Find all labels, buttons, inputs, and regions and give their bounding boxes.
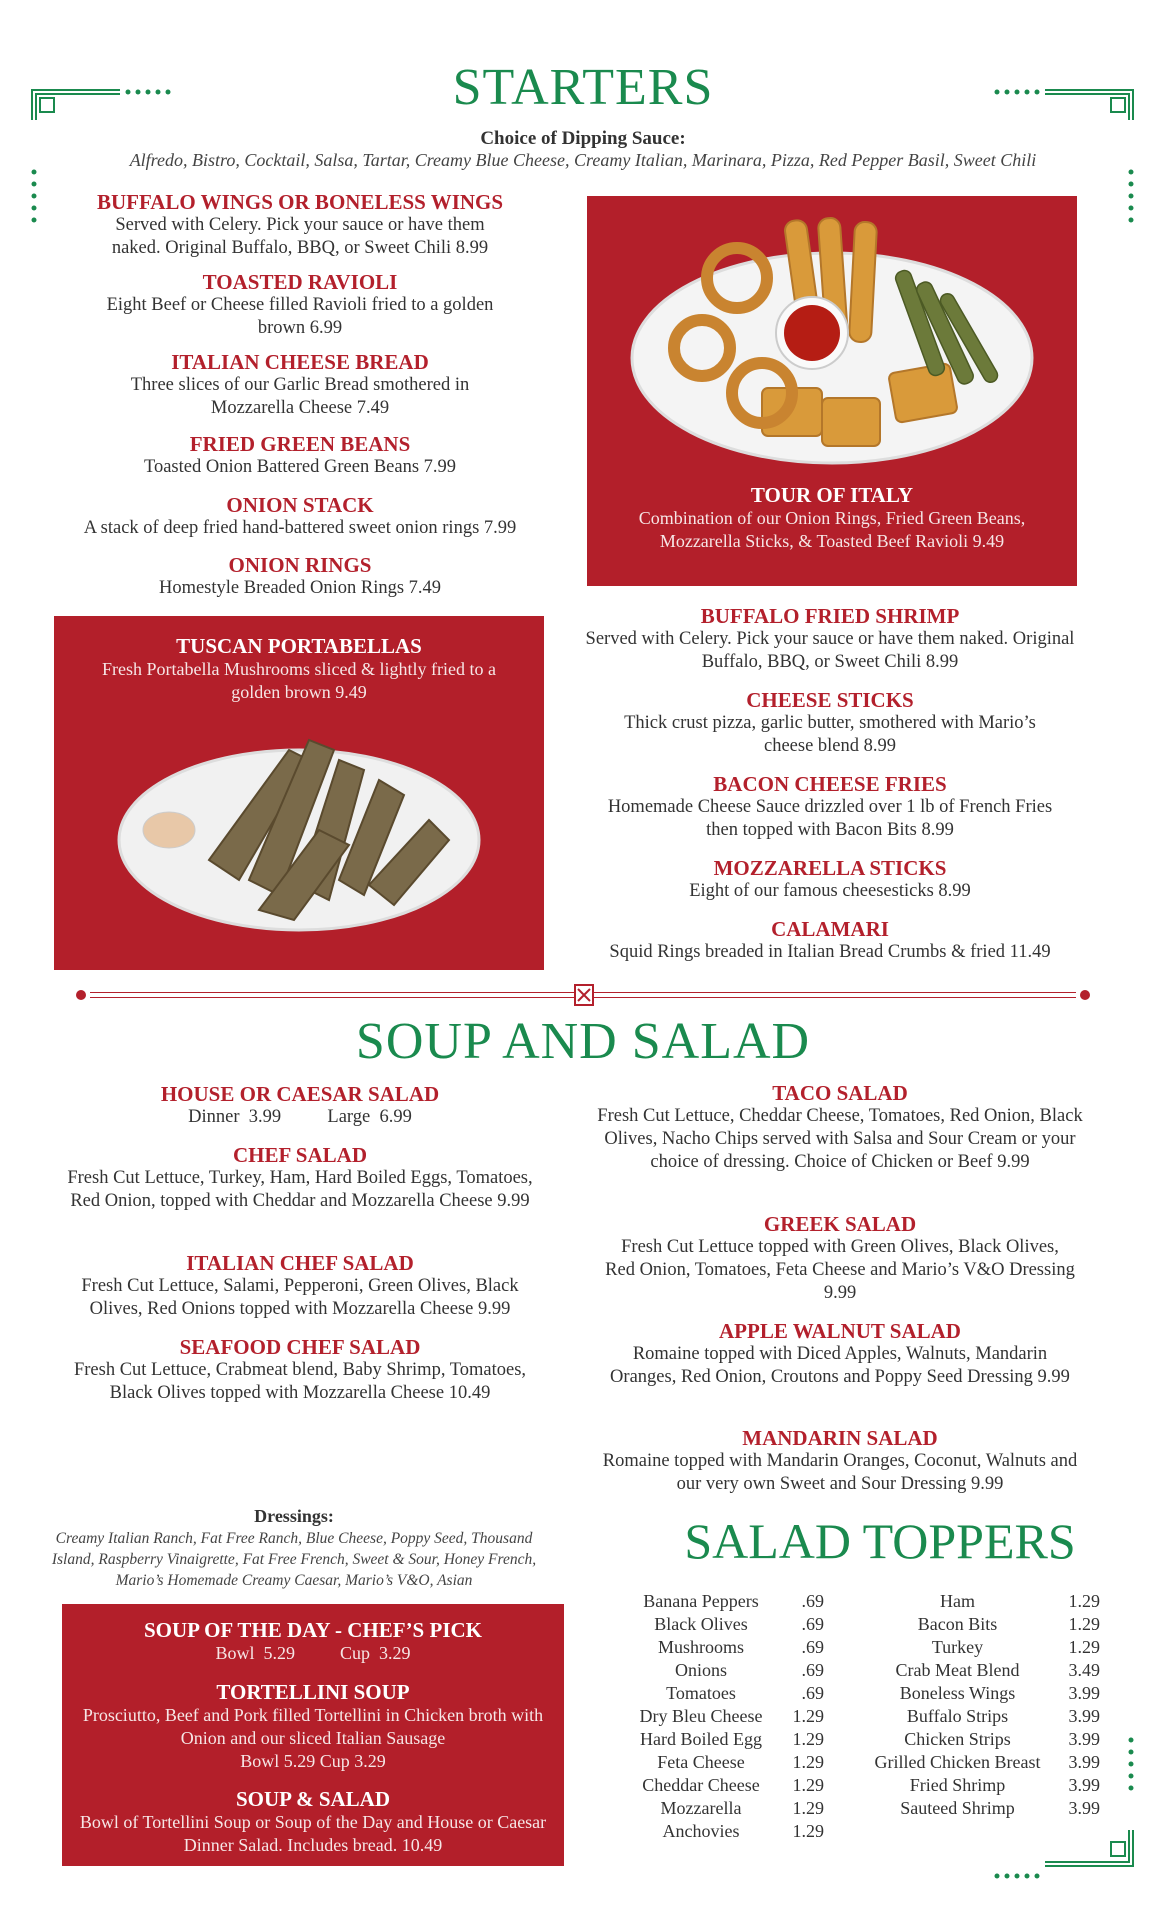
tuscan-portabellas-panel	[54, 616, 544, 970]
item-desc: Three slices of our Garlic Bread smothered in Mozzarella Cheese 7.49	[130, 375, 470, 418]
topper-price: 3.99	[1068, 1706, 1100, 1726]
topper-price: 3.99	[1068, 1729, 1100, 1749]
item-name: BUFFALO FRIED SHRIMP	[700, 604, 960, 628]
item-name: TACO SALAD	[772, 1081, 908, 1105]
item-name: HOUSE OR CAESAR SALAD	[160, 1082, 440, 1106]
menu-item-chef-salad	[65, 1143, 535, 1213]
menu-item-house-caesar-salad	[65, 1082, 535, 1129]
topper-row	[626, 1774, 836, 1797]
item-desc: Eight of our famous cheesesticks 8.99	[689, 881, 971, 901]
tortellini-soup-name: TORTELLINI SOUP	[216, 1680, 410, 1704]
item-desc: Fresh Cut Lettuce topped with Green Olives, Black Olives, Red Onion, Tomatoes, Feta Cheese and Mario’s V&O Dressing 9.99	[605, 1237, 1075, 1303]
topper-price: 3.99	[1068, 1775, 1100, 1795]
topper-price: 3.49	[1068, 1660, 1100, 1680]
topper-row	[865, 1797, 1105, 1820]
topper-name: Onions	[674, 1660, 727, 1680]
topper-name: Cheddar Cheese	[642, 1775, 760, 1795]
tuscan-portabellas-name: TUSCAN PORTABELLAS	[176, 634, 422, 658]
item-name: APPLE WALNUT SALAD	[719, 1319, 961, 1343]
topper-name: Black Olives	[654, 1614, 748, 1634]
topper-price: 3.99	[1068, 1683, 1100, 1703]
topper-name: Dry Bleu Cheese	[639, 1706, 763, 1726]
topper-row	[865, 1590, 1105, 1613]
item-desc: Fresh Cut Lettuce, Salami, Pepperoni, Green Olives, Black Olives, Red Onions topped with Mozzarella Cheese 9.99	[81, 1276, 519, 1319]
topper-name: Turkey	[931, 1637, 984, 1657]
item-name: CALAMARI	[771, 917, 889, 941]
menu-item-greek-salad	[595, 1212, 1085, 1305]
menu-item-taco-salad	[595, 1081, 1085, 1174]
topper-row	[626, 1682, 836, 1705]
dipping-sauce-title: Choice of Dipping Sauce:	[480, 128, 686, 149]
topper-name: Grilled Chicken Breast	[874, 1752, 1041, 1772]
topper-price: 1.29	[1068, 1614, 1100, 1634]
topper-price: 3.99	[1068, 1798, 1100, 1818]
salad-toppers-title: SALAD TOPPERS	[684, 1513, 1076, 1569]
topper-price: 1.29	[792, 1706, 824, 1726]
topper-name: Banana Peppers	[643, 1591, 759, 1611]
topper-price: 1.29	[792, 1798, 824, 1818]
topper-name: Mushrooms	[657, 1637, 744, 1657]
tuscan-portabellas-desc: Fresh Portabella Mushrooms sliced & lightly fried to a golden brown 9.49	[102, 659, 496, 702]
dipping-sauce-list: Alfredo, Bistro, Cocktail, Salsa, Tartar, Creamy Blue Cheese, Creamy Italian, Marinara, Pizza, Red Pepper Basil, Sweet Chili	[129, 150, 1037, 170]
tour-of-italy-desc: Combination of our Onion Rings, Fried Green Beans, Mozzarella Sticks, & Toasted Beef Ravioli 9.49	[638, 508, 1026, 551]
item-desc: Fresh Cut Lettuce, Cheddar Cheese, Tomatoes, Red Onion, Black Olives, Nacho Chips served with Salsa and Sour Cream or your choice of dressing. Choice of Chicken or Beef 9.99	[597, 1106, 1083, 1172]
item-desc: Toasted Onion Battered Green Beans 7.99	[143, 457, 457, 477]
topper-price: 1.29	[1068, 1637, 1100, 1657]
menu-item-onion-rings	[50, 553, 550, 600]
item-desc: Homestyle Breaded Onion Rings 7.49	[158, 578, 442, 598]
topper-row	[626, 1636, 836, 1659]
item-name: SEAFOOD CHEF SALAD	[179, 1335, 421, 1359]
item-desc: Fresh Cut Lettuce, Turkey, Ham, Hard Boiled Eggs, Tomatoes, Red Onion, topped with Cheddar and Mozzarella Cheese 9.99	[67, 1168, 533, 1211]
topper-name: Mozzarella	[660, 1798, 742, 1818]
tortellini-soup-desc: Prosciutto, Beef and Pork filled Tortellini in Chicken broth with Onion and our sliced Italian Sausage Bowl 5.29 Cup 3.29	[82, 1705, 544, 1771]
starters-title: STARTERS	[452, 59, 714, 116]
item-desc: Romaine topped with Mandarin Oranges, Coconut, Walnuts and our very own Sweet and Sour Dressing 9.99	[602, 1451, 1078, 1494]
topper-price: 1.29	[792, 1775, 824, 1795]
menu-item-mandarin-salad	[595, 1426, 1085, 1496]
menu-item-toasted-ravioli	[50, 270, 550, 340]
topper-row	[865, 1613, 1105, 1636]
topper-price: .69	[801, 1614, 824, 1634]
menu-item-cheese-sticks	[585, 688, 1075, 758]
soup-of-day-name: SOUP OF THE DAY - CHEF’S PICK	[144, 1618, 482, 1642]
appetizer-platter-image	[612, 208, 1052, 478]
item-desc: Served with Celery. Pick your sauce or have them naked. Original Buffalo, BBQ, or Sweet Chili 8.99	[585, 629, 1075, 672]
menu-item-seafood-chef-salad	[65, 1335, 535, 1405]
topper-name: Anchovies	[662, 1821, 740, 1841]
topper-price: 1.29	[1068, 1591, 1100, 1611]
toppers-list-1	[626, 1590, 836, 1843]
toppers-list-2	[865, 1590, 1105, 1820]
topper-row	[626, 1728, 836, 1751]
item-name: ITALIAN CHEESE BREAD	[171, 350, 429, 374]
item-name: BACON CHEESE FRIES	[713, 772, 947, 796]
item-name: CHEF SALAD	[233, 1143, 367, 1167]
item-desc: Homemade Cheese Sauce drizzled over 1 lb of French Fries then topped with Bacon Bits 8.99	[607, 797, 1053, 840]
menu-item-bacon-cheese-fries	[585, 772, 1075, 842]
item-desc: Dinner 3.99 Large 6.99	[188, 1107, 412, 1127]
topper-name: Feta Cheese	[657, 1752, 745, 1772]
topper-price: 1.29	[792, 1821, 824, 1841]
topper-price: .69	[801, 1637, 824, 1657]
topper-row	[626, 1659, 836, 1682]
item-name: BUFFALO WINGS OR BONELESS WINGS	[96, 190, 504, 214]
soup-panel	[62, 1604, 564, 1866]
topper-price: .69	[801, 1591, 824, 1611]
menu-item-italian-chef-salad	[65, 1251, 535, 1321]
menu-item-italian-cheese-bread	[50, 350, 550, 420]
item-name: ITALIAN CHEF SALAD	[186, 1251, 414, 1275]
tour-of-italy-name: TOUR OF ITALY	[750, 483, 914, 507]
menu-item-apple-walnut-salad	[595, 1319, 1085, 1389]
topper-row	[626, 1590, 836, 1613]
topper-price: 3.99	[1068, 1752, 1100, 1772]
item-desc: Romaine topped with Diced Apples, Walnuts, Mandarin Oranges, Red Onion, Croutons and Poppy Seed Dressing 9.99	[610, 1344, 1070, 1387]
topper-price: 1.29	[792, 1729, 824, 1749]
topper-name: Chicken Strips	[904, 1729, 1011, 1749]
topper-row	[865, 1751, 1105, 1774]
menu-item-buffalo-fried-shrimp	[585, 604, 1075, 674]
topper-name: Crab Meat Blend	[895, 1660, 1020, 1680]
topper-price: .69	[801, 1660, 824, 1680]
item-name: FRIED GREEN BEANS	[189, 432, 411, 456]
portabella-plate-image	[109, 710, 489, 950]
topper-row	[865, 1682, 1105, 1705]
soup-salad-combo-desc: Bowl of Tortellini Soup or Soup of the Day and House or Caesar Dinner Salad. Includes bread. 10.49	[79, 1812, 547, 1855]
menu-item-calamari	[585, 917, 1075, 964]
item-name: ONION RINGS	[228, 553, 372, 577]
topper-row	[865, 1705, 1105, 1728]
soup-salad-title: SOUP AND SALAD	[355, 1013, 811, 1070]
topper-price: .69	[801, 1683, 824, 1703]
topper-name: Tomatoes	[666, 1683, 736, 1703]
menu-item-fried-green-beans	[50, 432, 550, 479]
item-desc: Thick crust pizza, garlic butter, smothered with Mario’s cheese blend 8.99	[624, 713, 1036, 756]
topper-row	[626, 1751, 836, 1774]
item-name: TOASTED RAVIOLI	[202, 270, 398, 294]
dressings-list: Creamy Italian Ranch, Fat Free Ranch, Blue Cheese, Poppy Seed, Thousand Island, Raspberry Vinaigrette, Fat Free French, Sweet & Sour, Honey French, Mario’s Homemade Creamy Caesar, Mario’s V&O, Asian	[51, 1530, 537, 1589]
topper-row	[865, 1774, 1105, 1797]
dressings-title: Dressings:	[254, 1506, 334, 1526]
item-desc: A stack of deep fried hand-battered sweet onion rings 7.99	[83, 518, 517, 538]
item-desc: Eight Beef or Cheese filled Ravioli fried to a golden brown 6.99	[106, 295, 494, 338]
topper-name: Sauteed Shrimp	[900, 1798, 1015, 1818]
item-name: ONION STACK	[226, 493, 374, 517]
topper-name: Hard Boiled Egg	[640, 1729, 762, 1749]
topper-row	[865, 1636, 1105, 1659]
item-desc: Served with Celery. Pick your sauce or have them naked. Original Buffalo, BBQ, or Sweet Chili 8.99	[111, 215, 489, 258]
topper-name: Ham	[940, 1591, 975, 1611]
item-desc: Squid Rings breaded in Italian Bread Crumbs & fried 11.49	[609, 942, 1051, 962]
menu-item-buffalo-wings	[50, 190, 550, 260]
topper-name: Buffalo Strips	[906, 1706, 1009, 1726]
topper-row	[865, 1728, 1105, 1751]
item-desc: Fresh Cut Lettuce, Crabmeat blend, Baby Shrimp, Tomatoes, Black Olives topped with Mozzarella Cheese 10.49	[73, 1360, 527, 1403]
topper-name: Boneless Wings	[899, 1683, 1016, 1703]
topper-price: 1.29	[792, 1752, 824, 1772]
menu-item-onion-stack	[50, 493, 550, 540]
menu-item-mozzarella-sticks	[585, 856, 1075, 903]
topper-name: Fried Shrimp	[909, 1775, 1006, 1795]
soup-of-day-desc: Bowl 5.29 Cup 3.29	[215, 1643, 411, 1663]
topper-name: Bacon Bits	[917, 1614, 998, 1634]
topper-row	[626, 1613, 836, 1636]
topper-row	[626, 1820, 836, 1843]
item-name: MANDARIN SALAD	[742, 1426, 938, 1450]
item-name: GREEK SALAD	[763, 1212, 917, 1236]
tour-of-italy-panel	[587, 196, 1077, 586]
soup-salad-combo-name: SOUP & SALAD	[235, 1787, 391, 1811]
topper-row	[626, 1797, 836, 1820]
item-name: CHEESE STICKS	[746, 688, 914, 712]
topper-row	[626, 1705, 836, 1728]
item-name: MOZZARELLA STICKS	[713, 856, 947, 880]
topper-row	[865, 1659, 1105, 1682]
